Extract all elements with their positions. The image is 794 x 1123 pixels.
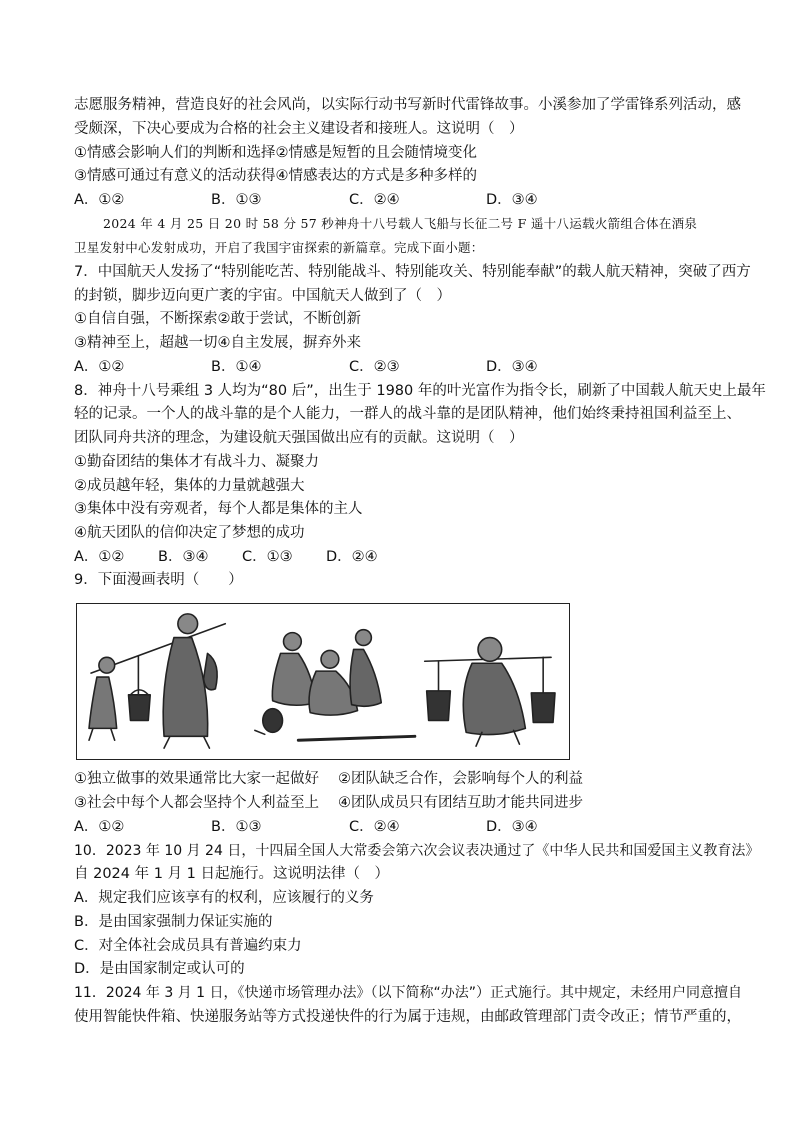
question-8: 轻的记录。一个人的战斗靠的是个人能力，一群人的战斗靠的是团队精神，他们始终秉持祖国利益至上、: [74, 406, 741, 422]
option-b[interactable]: B．是由国家强制力保证实施的: [74, 914, 273, 930]
option-c[interactable]: C．②③: [349, 359, 400, 375]
statement: ③集体中没有旁观者，每个人都是集体的主人: [74, 501, 363, 517]
option-b[interactable]: B．③④: [158, 549, 209, 565]
option-c[interactable]: C．①③: [242, 549, 293, 565]
cartoon-image: [76, 603, 570, 760]
option-d[interactable]: D．②④: [326, 549, 378, 565]
statement: ④航天团队的信仰决定了梦想的成功: [74, 525, 305, 541]
option-b[interactable]: B．①④: [211, 359, 262, 375]
question-8: 8．神舟十八号乘组 3 人均为“80 后”，出生于 1980 年的叶光富作为指令长，刷新了中国载人航天史上最年: [74, 383, 766, 399]
text-line: 志愿服务精神，营造良好的社会风尚，以实际行动书写新时代雷锋故事。小溪参加了学雷锋系列活动，感: [74, 97, 741, 113]
question-10: 自 2024 年 1 月 1 日起施行。这说明法律（ ）: [74, 866, 390, 882]
option-c[interactable]: C．②④: [349, 192, 400, 208]
statement: ①情感会影响人们的判断和选择②情感是短暂的且会随情境变化: [74, 145, 477, 161]
option-d[interactable]: D．是由国家制定或认可的: [74, 961, 245, 977]
question-7: 7．中国航天人发扬了“特别能吃苦、特别能战斗、特别能攻关、特别能奉献”的载人航天精神，突破了西方: [74, 264, 751, 280]
question-stem: 受颇深，下决心要成为合格的社会主义建设者和接班人。这说明（ ）: [74, 121, 524, 137]
question-9: 9．下面漫画表明（ ）: [74, 572, 243, 588]
statement: ②团队缺乏合作，会影响每个人的利益: [338, 771, 583, 787]
statement: ①独立做事的效果通常比大家一起做好: [74, 771, 319, 787]
material-intro: 2024 年 4 月 25 日 20 时 58 分 57 秒神舟十八号载人飞船与长征二号 F 遥十八运载火箭组合体在酒泉: [103, 216, 698, 231]
question-11: 11．2024 年 3 月 1 日，《快递市场管理办法》（以下简称“办法”）正式施行。其中规定，未经用户同意擅自: [74, 985, 743, 1001]
question-11: 使用智能快件箱、快递服务站等方式投递快件的行为属于违规，由邮政管理部门责令改正；情节严重的，: [74, 1009, 741, 1025]
monks-cartoon-illustration: [77, 604, 569, 759]
statement: ③社会中每个人都会坚持个人利益至上: [74, 795, 319, 811]
statement: ③情感可通过有意义的活动获得④情感表达的方式是多种多样的: [74, 168, 477, 184]
option-c[interactable]: C．②④: [349, 819, 400, 835]
option-a[interactable]: A．①②: [74, 359, 125, 375]
option-a[interactable]: A．①②: [74, 549, 125, 565]
statement: ④团队成员只有团结互助才能共同进步: [338, 795, 583, 811]
option-d[interactable]: D．③④: [486, 359, 538, 375]
option-d[interactable]: D．③④: [486, 819, 538, 835]
option-c[interactable]: C．对全体社会成员具有普遍约束力: [74, 938, 302, 954]
option-d[interactable]: D．③④: [486, 192, 538, 208]
question-8: 团队同舟共济的理念，为建设航天强国做出应有的贡献。这说明（ ）: [74, 430, 524, 446]
option-a[interactable]: A．①②: [74, 192, 125, 208]
option-a[interactable]: A．①②: [74, 819, 125, 835]
statement: ②成员越年轻，集体的力量就越强大: [74, 478, 305, 494]
question-7: 的封锁，脚步迈向更广袤的宇宙。中国航天人做到了（ ）: [74, 288, 451, 304]
option-b[interactable]: B．①③: [211, 192, 262, 208]
statement: ③精神至上，超越一切④自主发展，摒弃外来: [74, 335, 361, 351]
statement: ①自信自强，不断探索②敢于尝试，不断创新: [74, 311, 361, 327]
option-a[interactable]: A．规定我们应该享有的权利，应该履行的义务: [74, 890, 374, 906]
material-intro: 卫星发射中心发射成功，开启了我国宇宙探索的新篇章。完成下面小题：: [74, 240, 484, 255]
statement: ①勤奋团结的集体才有战斗力、凝聚力: [74, 454, 319, 470]
question-10: 10．2023 年 10 月 24 日，十四届全国人大常委会第六次会议表决通过了《中华人民共和国爱国主义教育法》: [74, 843, 760, 859]
option-b[interactable]: B．①③: [211, 819, 262, 835]
